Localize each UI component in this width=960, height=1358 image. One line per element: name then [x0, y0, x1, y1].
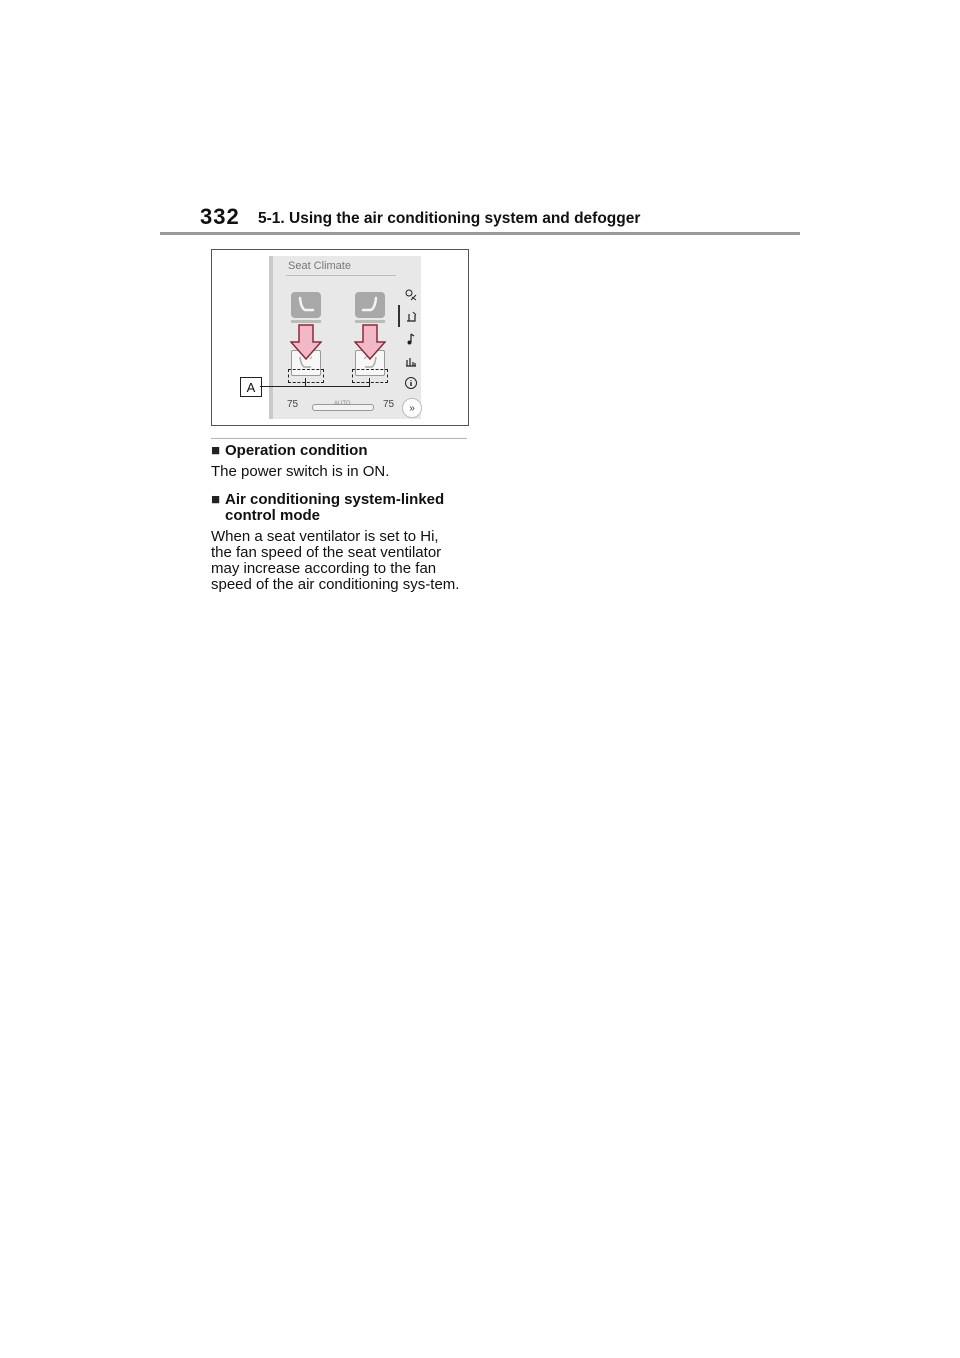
left-temperature[interactable]: 75 [287, 399, 299, 410]
linked-control-mode-heading [211, 492, 473, 524]
heading-text: Operation condition [225, 442, 368, 459]
equalizer-icon[interactable] [400, 350, 422, 371]
section-title: 5-1. Using the air conditioning system and defogger [258, 210, 641, 227]
header-rule [160, 232, 800, 235]
linked-control-mode-body: When a seat ventilator is set to Hi, the fan speed of the seat ventilator may increase according to the fan speed of the air conditioning sys-tem. [211, 528, 460, 593]
text-column [211, 443, 473, 605]
screen-title: Seat Climate [288, 260, 351, 272]
square-bullet-icon: ■ [211, 442, 221, 459]
right-indicator-callout-box [352, 369, 388, 383]
left-seat-heater-button[interactable] [291, 292, 321, 318]
left-seat-level-bar [291, 320, 321, 323]
right-seat-level-bar [355, 320, 385, 323]
left-down-arrow [290, 324, 322, 360]
seat-climate-figure [211, 249, 469, 426]
right-seat-heater-button[interactable] [355, 292, 385, 318]
side-menu [400, 280, 422, 395]
climate-bottom-bar [287, 398, 397, 416]
auto-label: AUTO [334, 401, 351, 407]
seat-climate-icon[interactable] [400, 306, 422, 327]
square-bullet-icon: ■ [211, 491, 221, 508]
operation-condition-heading [211, 443, 473, 459]
page-header [200, 202, 800, 236]
screen-edge [269, 256, 273, 419]
callout-a-leader-line [260, 386, 370, 387]
right-temperature[interactable]: 75 [383, 399, 395, 410]
expand-chevrons-icon[interactable]: » [402, 398, 422, 418]
callout-a-label: A [240, 377, 262, 397]
info-icon[interactable] [400, 372, 422, 393]
page-number: 332 [200, 204, 240, 229]
left-indicator-callout-box [288, 369, 324, 383]
section-divider [211, 438, 467, 439]
title-rule [286, 275, 396, 276]
climate-fan-icon[interactable] [400, 284, 422, 305]
music-note-icon[interactable] [400, 328, 422, 349]
heading-text: Air conditioning system-linked control mode [225, 491, 445, 524]
selected-tab-indicator [398, 305, 400, 327]
operation-condition-body: The power switch is in ON. [211, 463, 390, 480]
callout-a-tick-right [369, 378, 370, 386]
callout-a-tick-left [305, 378, 306, 386]
right-down-arrow [354, 324, 386, 360]
